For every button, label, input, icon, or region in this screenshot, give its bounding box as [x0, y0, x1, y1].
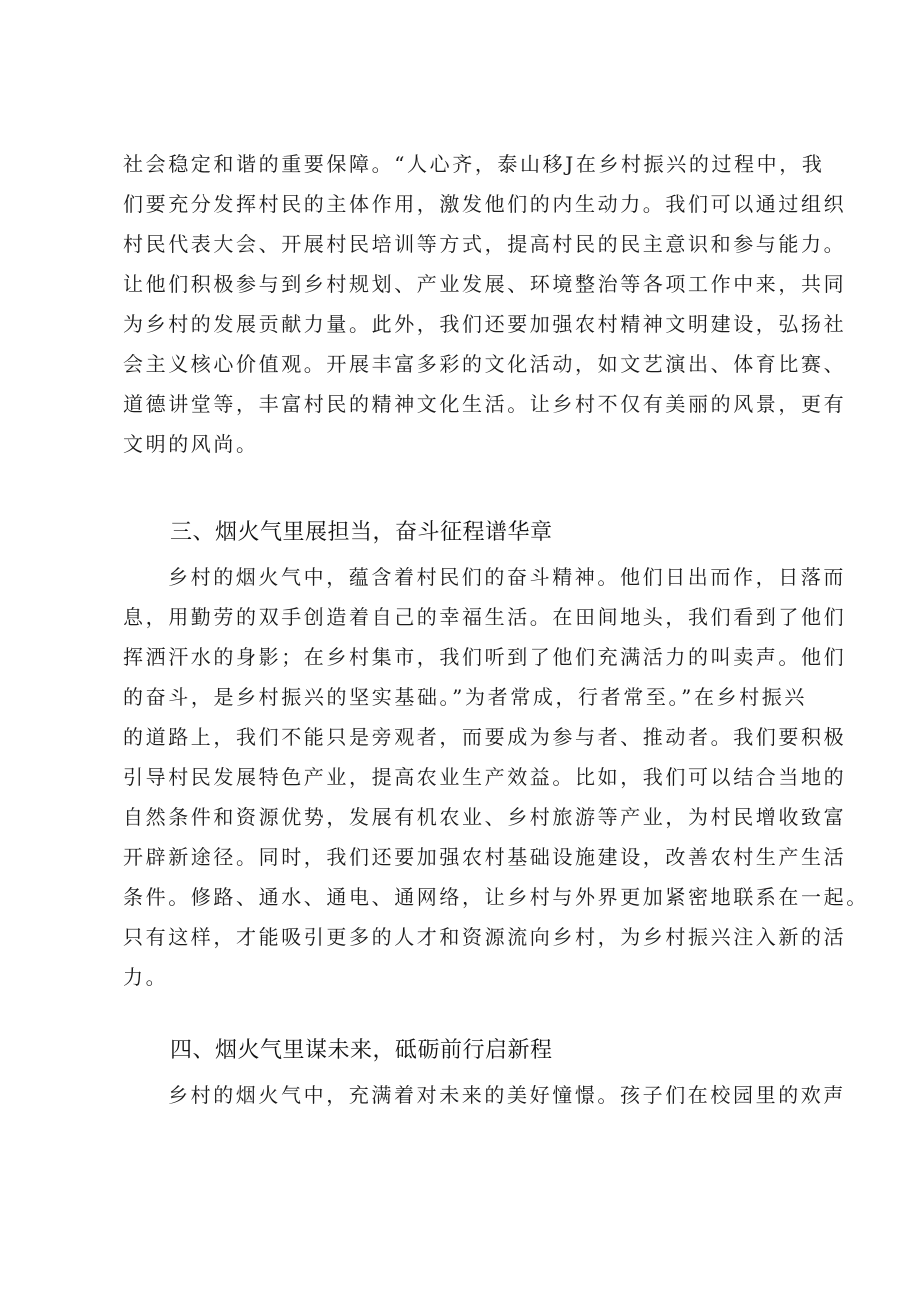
text-line: 力。 — [123, 965, 169, 989]
paragraph-3 — [123, 1075, 846, 1115]
text-line: 让他们积极参与到乡村规划、产业发展、环境整治等各项工作中来，共同 — [123, 272, 847, 296]
text-line: 为乡村的发展贡献力量。此外，我们还要加强农村精神文明建设，弘扬社 — [123, 312, 847, 336]
text-line: 自然条件和资源优势，发展有机农业、乡村旅游等产业，为村民增收致富 — [123, 805, 847, 829]
text-line: 挥洒汗水的身影；在乡村集市，我们听到了他们充满活力的叫卖声。他们 — [123, 645, 847, 669]
text-line: 道德讲堂等，丰富村民的精神文化生活。让乡村不仅有美丽的风景，更有 — [123, 392, 847, 416]
text-line: 们要充分发挥村民的主体作用，激发他们的内生动力。我们可以通过组织 — [123, 192, 847, 216]
text-line: 开辟新途径。同时，我们还要加强农村基础设施建设，改善农村生产生活 — [123, 845, 847, 869]
text-line: 息，用勤劳的双手创造着自己的幸福生活。在田间地头，我们看到了他们 — [123, 605, 847, 629]
text-line: 乡村的烟火气中，充满着对未来的美好憧憬。孩子们在校园里的欢声 — [168, 1083, 846, 1107]
section-heading-4: 四、烟火气里谋未来，砥砺前行启新程 — [170, 1038, 553, 1063]
text-line: 条件。修路、通水、通电、通网络，让乡村与外界更加紧密地联系在一起。 — [123, 885, 869, 909]
text-line: 的道路上，我们不能只是旁观者，而要成为参与者、推动者。我们要积极 — [123, 725, 847, 749]
text-line: 村民代表大会、开展村民培训等方式，提高村民的民主意识和参与能力。 — [123, 232, 847, 256]
text-line: 会主义核心价值观。开展丰富多彩的文化活动，如文艺演出、体育比赛、 — [123, 352, 847, 376]
paragraph-1 — [123, 144, 847, 464]
text-line: 只有这样，才能吸引更多的人才和资源流向乡村，为乡村振兴注入新的活 — [123, 925, 847, 949]
text-line: 乡村的烟火气中，蕴含着村民们的奋斗精神。他们日出而作，日落而 — [168, 565, 846, 589]
paragraph-2 — [123, 557, 869, 997]
section-heading-3: 三、烟火气里展担当，奋斗征程谱华章 — [170, 520, 553, 545]
text-line: 文明的风尚。 — [123, 432, 259, 456]
text-line: 的奋斗，是乡村振兴的坚实基础。”为者常成，行者常至。”在乡村振兴 — [123, 685, 807, 709]
text-line: 引导村民发展特色产业，提高农业生产效益。比如，我们可以结合当地的 — [123, 765, 847, 789]
text-line: 社会稳定和谐的重要保障。“人心齐，泰山移J在乡村振兴的过程中，我 — [123, 152, 825, 176]
